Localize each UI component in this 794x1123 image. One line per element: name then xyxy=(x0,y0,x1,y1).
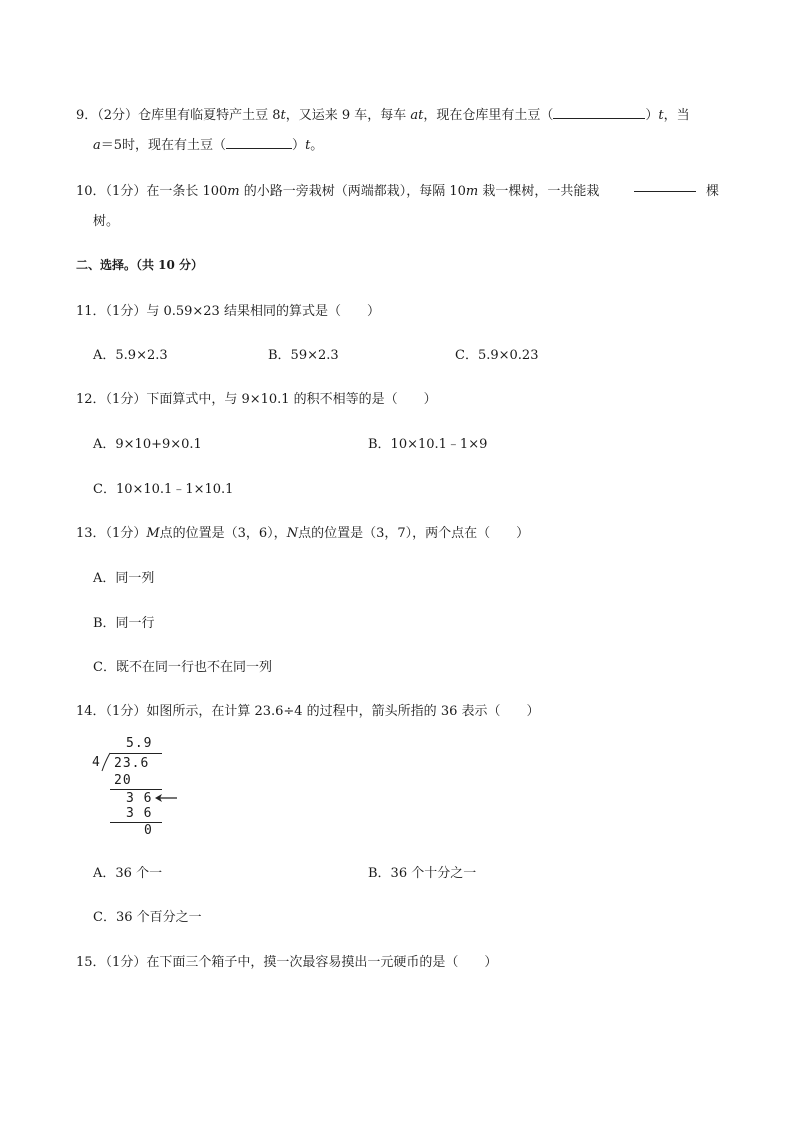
question-10-line-1 xyxy=(76,180,599,199)
question-text: 栽一棵树，一共能栽 xyxy=(478,184,600,199)
question-13-stem xyxy=(76,522,529,541)
question-text: ，当 xyxy=(663,108,690,123)
divisor: 4 xyxy=(92,755,101,770)
question-text: 的小路一旁栽树（两端都栽），每隔 10 xyxy=(239,184,466,199)
question-score: （1分） xyxy=(105,184,147,199)
variable-M: M xyxy=(146,526,160,541)
question-9-line-1 xyxy=(76,104,690,123)
question-12-stem: 12．（1分）下面算式中，与 9×10.1 的积不相等的是（ ） xyxy=(76,392,437,407)
question-text: 在一条长 100 xyxy=(146,184,228,199)
question-10-line-2: 树。 xyxy=(93,214,120,229)
option-a[interactable]: A．5.9×2.3 xyxy=(93,348,168,363)
variable-m: m xyxy=(465,184,479,199)
question-10-unit: 棵 xyxy=(706,184,720,199)
option-c[interactable]: C．10×10.1﹣1×10.1 xyxy=(93,482,234,497)
division-bracket xyxy=(100,752,114,772)
answer-blank[interactable] xyxy=(226,137,292,149)
question-14-stem: 14．（1分）如图所示，在计算 23.6÷4 的过程中，箭头所指的 36 表示（ ） xyxy=(76,704,540,719)
variable-N: N xyxy=(286,526,299,541)
option-b[interactable]: B．10×10.1﹣1×9 xyxy=(368,437,488,452)
subtraction-row: 20 xyxy=(114,773,132,788)
quotient: 5.9 xyxy=(126,736,153,751)
question-15-stem: 15．（1分）在下面三个箱子中，摸一次最容易摸出一元硬币的是（ ） xyxy=(76,955,498,970)
subtraction-line xyxy=(110,789,162,790)
question-text: ＝5时，现在有土豆（ xyxy=(100,138,227,153)
question-text: ，又运来 9 车，每车 xyxy=(285,108,411,123)
subtraction-row: 3 6 xyxy=(126,806,153,821)
question-number: 13．（1分） xyxy=(76,526,147,541)
variable-t: t xyxy=(280,108,286,123)
question-text: ，现在仓库里有土豆（ xyxy=(423,108,554,123)
question-score: （2分） xyxy=(97,108,139,123)
partial-remainder: 3 6 xyxy=(126,791,153,806)
answer-blank[interactable] xyxy=(634,180,696,192)
question-number: 9． xyxy=(76,108,98,123)
option-a[interactable]: A．9×10+9×0.1 xyxy=(93,437,202,452)
question-11-stem: 11．（1分）与 0.59×23 结果相同的算式是（ ） xyxy=(76,304,380,319)
variable-t: t xyxy=(658,108,664,123)
question-text: 点的位置是（3，6）， xyxy=(159,526,287,541)
option-a[interactable]: A．36 个一 xyxy=(93,866,163,881)
option-c[interactable]: C．既不在同一行也不在同一列 xyxy=(93,660,272,675)
answer-blank[interactable] xyxy=(553,107,645,119)
variable-m: m xyxy=(227,184,240,199)
option-c[interactable]: C．5.9×0.23 xyxy=(455,348,539,363)
option-b[interactable]: B．同一行 xyxy=(93,616,155,631)
option-a[interactable]: A．同一列 xyxy=(93,571,155,586)
question-text: 。 xyxy=(310,138,324,153)
variable-at: at xyxy=(410,108,424,123)
subtraction-line xyxy=(110,822,162,823)
dividend: 23.6 xyxy=(114,756,150,771)
question-text: ） xyxy=(292,138,306,153)
question-text: 点的位置是（3，7），两个点在（ ） xyxy=(298,526,530,541)
option-b[interactable]: B．36 个十分之一 xyxy=(368,866,477,881)
option-c[interactable]: C．36 个百分之一 xyxy=(93,910,202,925)
division-bar xyxy=(110,753,162,754)
variable-a: a xyxy=(93,138,101,153)
question-9-line-2 xyxy=(93,134,323,153)
question-number: 10． xyxy=(76,184,106,199)
question-text: 仓库里有临夏特产土豆 8 xyxy=(138,108,281,123)
variable-t: t xyxy=(305,138,311,153)
question-text: ） xyxy=(645,108,659,123)
section-heading: 二、选择。（共 10 分） xyxy=(76,258,204,272)
option-b[interactable]: B．59×2.3 xyxy=(268,348,339,363)
arrow-left-icon xyxy=(154,792,178,804)
remainder: 0 xyxy=(144,823,153,838)
